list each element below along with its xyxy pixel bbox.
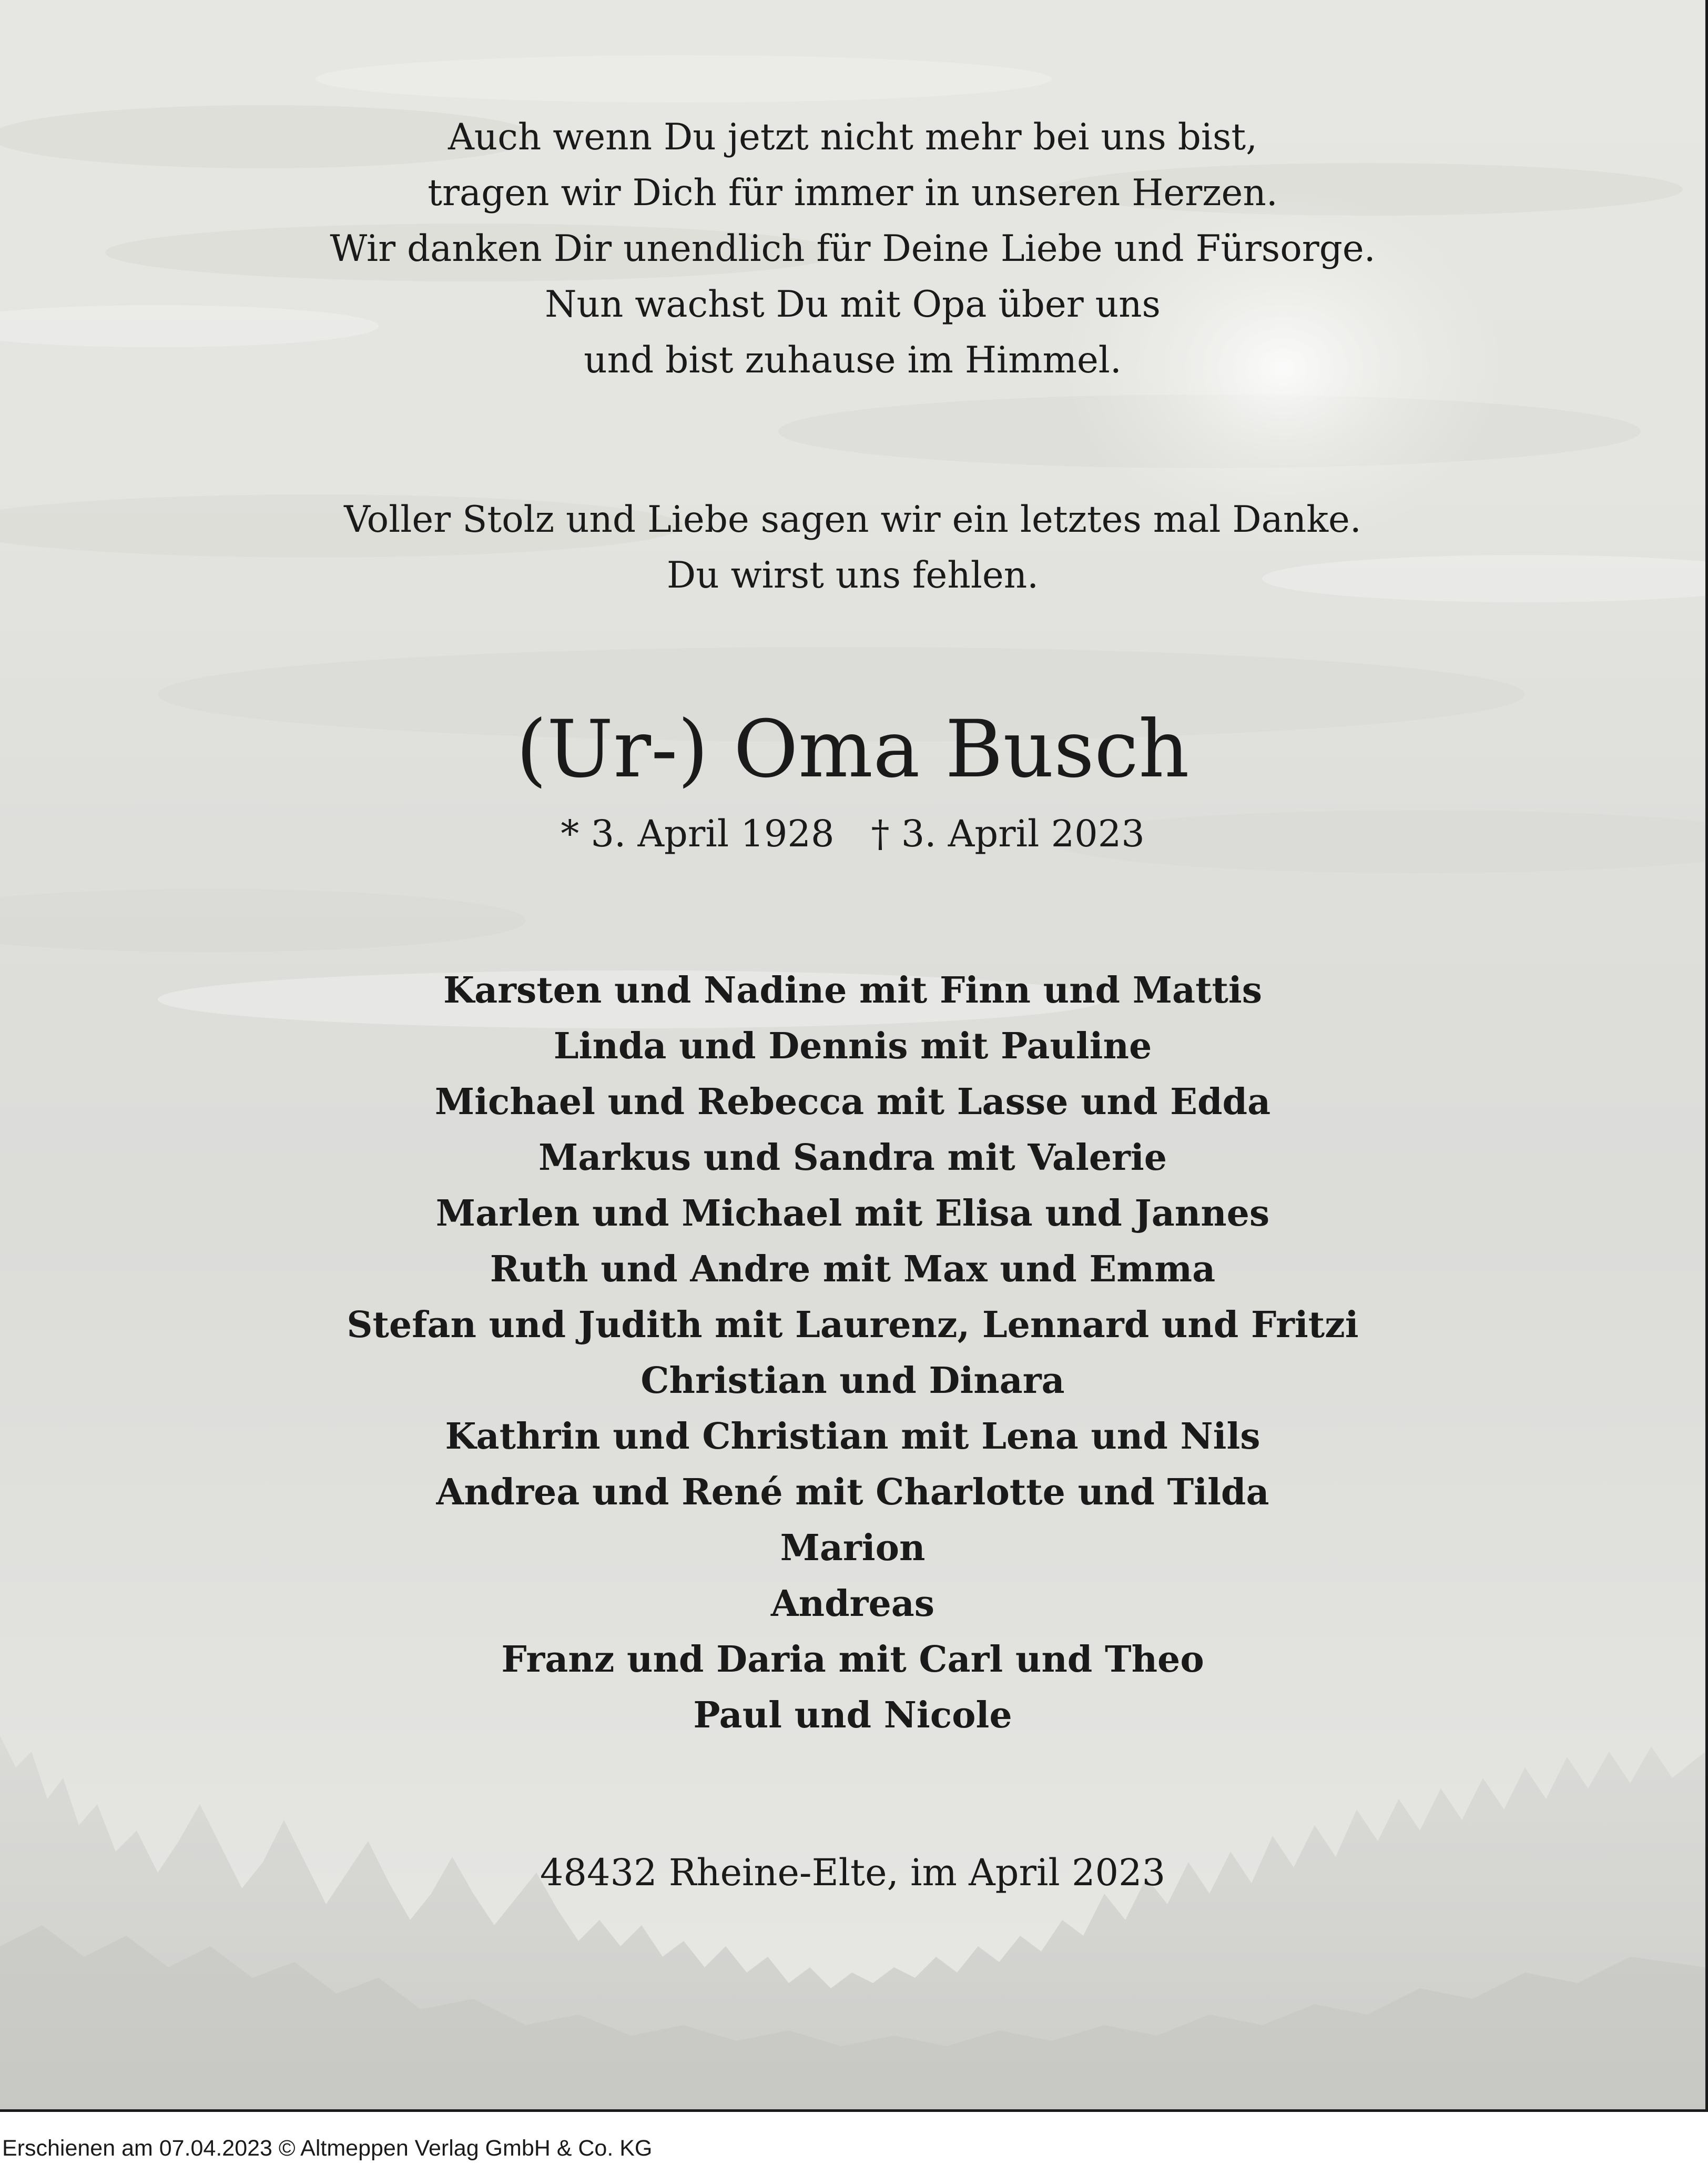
mourner-line: Paul und Nicole xyxy=(693,1694,1012,1736)
death-date: † 3. April 2023 xyxy=(871,812,1145,855)
mourner-line: Markus und Sandra mit Valerie xyxy=(538,1137,1167,1179)
verse-line: und bist zuhause im Himmel. xyxy=(584,339,1122,381)
mourner-line: Ruth und Andre mit Max und Emma xyxy=(490,1248,1216,1290)
mourner-line: Marion xyxy=(780,1527,926,1569)
publication-footer: Erschienen am 07.04.2023 © Altmeppen Verlag GmbH & Co. KG xyxy=(2,2136,653,2161)
verse-line: tragen wir Dich für immer in unseren Herzen. xyxy=(428,172,1278,214)
mourner-line: Franz und Daria mit Carl und Theo xyxy=(501,1639,1204,1681)
place-and-date: 48432 Rheine-Elte, im April 2023 xyxy=(540,1851,1166,1894)
mourner-line: Andrea und René mit Charlotte und Tilda xyxy=(436,1471,1269,1513)
verse-line: Auch wenn Du jetzt nicht mehr bei uns bist, xyxy=(448,116,1258,158)
verse-bottom xyxy=(0,492,1705,603)
verse-line: Nun wachst Du mit Opa über uns xyxy=(545,284,1161,326)
mourner-line: Kathrin und Christian mit Lena und Nils xyxy=(445,1415,1260,1458)
mourner-line: Christian und Dinara xyxy=(640,1360,1065,1402)
mourner-line: Michael und Rebecca mit Lasse und Edda xyxy=(434,1081,1271,1123)
mourner-line: Andreas xyxy=(770,1583,935,1625)
mourner-line: Karsten und Nadine mit Finn und Mattis xyxy=(443,969,1263,1012)
mourner-line: Linda und Dennis mit Pauline xyxy=(553,1025,1152,1067)
verse-line: Wir danken Dir unendlich für Deine Liebe und Fürsorge. xyxy=(330,228,1376,270)
verse-line: Voller Stolz und Liebe sagen wir ein letztes mal Danke. xyxy=(344,499,1361,541)
mourner-line: Stefan und Judith mit Laurenz, Lennard und Fritzi xyxy=(347,1304,1359,1346)
verse-line: Du wirst uns fehlen. xyxy=(666,554,1039,596)
birth-date: * 3. April 1928 xyxy=(561,812,835,855)
life-dates xyxy=(0,805,1705,863)
verse-top xyxy=(0,109,1705,388)
deceased-name: (Ur-) Oma Busch xyxy=(516,704,1190,795)
mourners-list xyxy=(0,963,1705,1743)
mourner-line: Marlen und Michael mit Elisa und Jannes xyxy=(435,1192,1270,1235)
